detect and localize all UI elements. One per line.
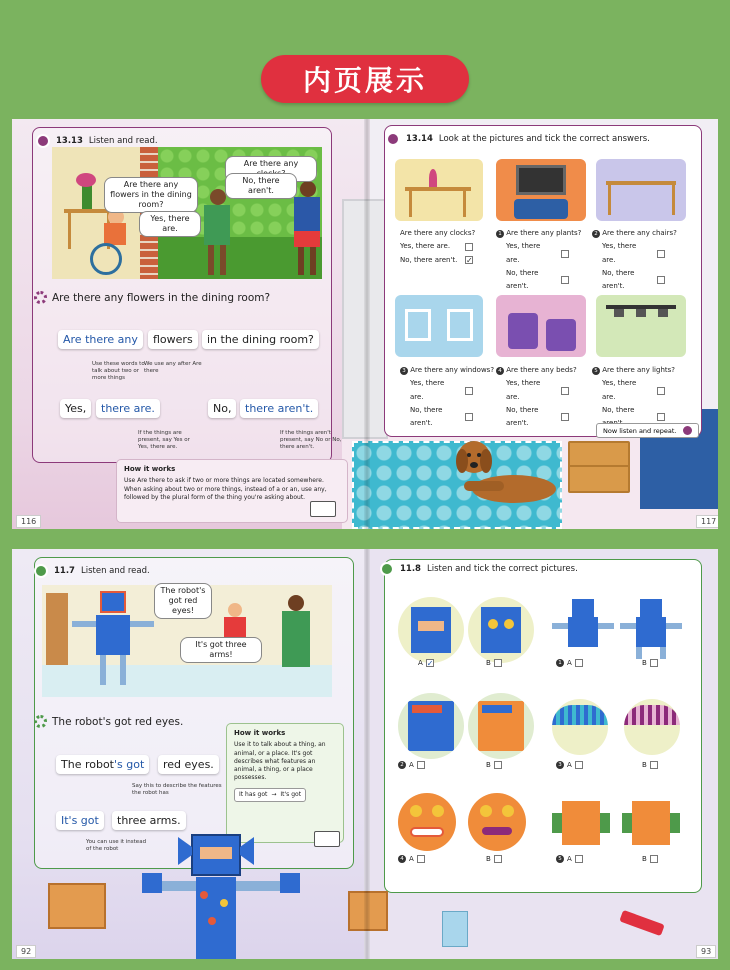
page-number-93: 93 — [696, 945, 716, 958]
book-spread-2 — [12, 549, 718, 959]
pick-5a: 4 A — [398, 855, 425, 863]
answer-item-clocks: Are there any clocks? Yes, there are. No, there aren't. ✓ — [400, 229, 476, 266]
chip-the-robots-got: The robot's got — [56, 755, 149, 774]
exercise-instruction: Listen and read. — [80, 566, 150, 576]
page-number-116: 116 — [16, 515, 41, 528]
contraction-formula: It has got → It's got — [234, 788, 306, 802]
checkbox-2a[interactable] — [575, 659, 583, 667]
audio-icon[interactable] — [380, 562, 394, 576]
pick-6b: B — [642, 855, 658, 863]
note-say-no: If the things aren't present, say No or No, there aren't. — [280, 430, 342, 450]
pick-3a: 2 A — [398, 761, 425, 769]
grammar-question: Are there any flowers in the dining room? — [34, 291, 270, 304]
speech-bubble-red-eyes: The robot's got red eyes! — [154, 583, 212, 619]
exercise-number: 13.13 — [56, 136, 83, 146]
checkbox-yes[interactable] — [465, 243, 473, 251]
speech-bubble-three-arms: It's got three arms! — [180, 637, 262, 663]
checkbox-3b[interactable] — [494, 761, 502, 769]
speech-bubble-flowers-question: Are there any flowers in the dining room? — [104, 177, 198, 213]
pick-2a: 1 A — [556, 659, 583, 667]
picture-windows — [395, 295, 483, 357]
checkbox-2b[interactable] — [650, 659, 658, 667]
exercise-number: 11.8 — [400, 564, 421, 574]
chip-no: No, — [208, 399, 236, 418]
checkbox-6b[interactable] — [650, 855, 658, 863]
answer-item-plants: 1 Are there any plants? Yes, there are. No, there aren't. — [496, 227, 581, 293]
exercise-heading-11-7 — [34, 564, 150, 578]
chip-its-got: It's got — [56, 811, 104, 830]
how-it-works-title: How it works — [234, 729, 286, 737]
exercise-number: 11.7 — [54, 566, 75, 576]
exercise-instruction: Listen and tick the correct pictures. — [426, 564, 578, 574]
exercise-instruction: Listen and read. — [88, 136, 158, 146]
chip-three-arms: three arms. — [112, 811, 186, 830]
chip-there-arent: there aren't. — [240, 399, 318, 418]
picture-tv-room-plants — [496, 159, 586, 221]
picture-lights — [596, 295, 686, 357]
robot-option-1a[interactable] — [398, 597, 464, 663]
checkbox-yes[interactable] — [657, 250, 665, 258]
checkbox-5b[interactable] — [494, 855, 502, 863]
exercise-heading-13-14 — [386, 132, 650, 146]
arrow-right-icon: → — [271, 790, 277, 798]
gear-icon — [34, 715, 47, 728]
big-robot-illustration — [142, 825, 302, 959]
pick-4b: B — [642, 761, 658, 769]
robot-option-6b[interactable] — [622, 797, 680, 849]
chip-yes: Yes, — [60, 399, 91, 418]
checkbox-yes[interactable] — [465, 387, 473, 395]
robot-option-5a[interactable] — [398, 793, 456, 851]
checkbox-1a-checked[interactable]: ✓ — [426, 659, 434, 668]
robot-option-4a[interactable] — [552, 699, 608, 755]
chip-in-the-dining-room: in the dining room? — [202, 330, 319, 349]
pick-3b: B — [486, 761, 502, 769]
audio-icon[interactable] — [36, 134, 50, 148]
note-use-it-instead: You can use it instead of the robot — [86, 839, 147, 852]
checkbox-4b[interactable] — [650, 761, 658, 769]
note-use-these-words: Use these words to talk about two or more things — [92, 361, 145, 381]
drawer-unit — [568, 441, 630, 493]
gear-icon — [34, 291, 47, 304]
pick-2b: B — [642, 659, 658, 667]
checkbox-yes[interactable] — [561, 250, 569, 258]
dog-illustration — [444, 429, 564, 509]
robot-option-3a[interactable] — [398, 693, 464, 759]
pick-5b: B — [486, 855, 502, 863]
chip-are-there-any: Are there any — [58, 330, 143, 349]
answer-item-lights: 5 Are there any lights? Yes, there are. No, there — [592, 364, 675, 430]
audio-icon — [683, 426, 692, 435]
chip-there-are: there are. — [96, 399, 160, 418]
robot-option-1b[interactable] — [468, 597, 534, 663]
page-number-117: 117 — [696, 515, 718, 528]
checkbox-no[interactable] — [561, 413, 569, 421]
cardboard-box — [48, 883, 106, 929]
checkbox-1b[interactable] — [494, 659, 502, 667]
pick-6a: 5 A — [556, 855, 583, 863]
picture-dining-clocks — [395, 159, 483, 221]
pick-1b: B — [486, 659, 502, 667]
book-spread-1 — [12, 119, 718, 529]
checkbox-no[interactable] — [465, 413, 473, 421]
answer-item-windows: 3 Are there any windows? Yes, there are. No, there aren't. — [400, 364, 494, 430]
answer-item-beds: 4 Are there any beds? Yes, there are. No, there aren't. — [496, 364, 577, 430]
pencil-cup — [442, 911, 468, 947]
checkbox-no[interactable] — [561, 276, 569, 284]
book-gutter — [364, 119, 370, 529]
banner-title: 内页展示 — [261, 55, 469, 103]
note-say-yes: If the things are present, say Yes or Yes, there are. — [138, 430, 190, 450]
picture-beds — [496, 295, 586, 357]
page-number-92: 92 — [16, 945, 36, 958]
robot-option-2b[interactable] — [620, 595, 684, 659]
pick-4a: 3 A — [556, 761, 583, 769]
book-gutter — [364, 549, 370, 959]
checkbox-no-checked[interactable]: ✓ — [466, 256, 473, 266]
exercise-number: 13.14 — [406, 134, 433, 144]
chip-flowers: flowers — [148, 330, 198, 349]
checkbox-yes[interactable] — [657, 387, 665, 395]
checkbox-6a[interactable] — [575, 855, 583, 863]
note-any-after-are-there: We use any after Are there — [144, 361, 202, 374]
robot-option-5b[interactable] — [468, 793, 526, 851]
robot-option-3b[interactable] — [468, 693, 534, 759]
notebook-icon — [310, 501, 336, 517]
picture-chairs — [596, 159, 686, 221]
checkbox-no[interactable] — [657, 276, 665, 284]
exercise-heading-11-8 — [380, 562, 578, 576]
pick-1a: A ✓ — [418, 659, 434, 668]
how-it-works-body: Use Are there to ask if two or more things are located somewhere. When asking about two or more things, instead of a or an, use any, followed by the plural form of the thing you're asking about. — [124, 477, 327, 501]
speech-bubble-clocks-answer: No, there aren't. — [225, 173, 297, 199]
notebook-icon — [314, 831, 340, 847]
checkbox-no[interactable] — [657, 413, 665, 421]
speech-bubble-flowers-answer: Yes, there are. — [139, 211, 201, 237]
audio-icon[interactable] — [386, 132, 400, 146]
listen-and-repeat-tab[interactable]: Now listen and repeat. — [596, 423, 699, 438]
speech-bubble-clocks-question: Are there any — [225, 156, 317, 182]
checkbox-4a[interactable] — [575, 761, 583, 769]
how-it-works-body: Use it to talk about a thing, an animal, or a place. It's got describes what features an animal, a thing, or a place possesses. — [234, 741, 326, 781]
checkbox-yes[interactable] — [561, 387, 569, 395]
note-describe-features: Say this to describe the features the robot has — [132, 783, 222, 796]
checkbox-5a[interactable] — [417, 855, 425, 863]
exercise-heading-13-13 — [36, 134, 158, 148]
checkbox-3a[interactable] — [417, 761, 425, 769]
robot-option-6a[interactable] — [552, 797, 610, 849]
chip-red-eyes: red eyes. — [158, 755, 219, 774]
robot-option-4b[interactable] — [624, 699, 680, 755]
answer-item-chairs: 2 Are there any chairs? Yes, there are. No, there aren't. — [592, 227, 677, 293]
grammar-question: The robot's got red eyes. — [34, 715, 183, 728]
robot-option-2a[interactable] — [552, 595, 616, 659]
how-it-works-title: How it works — [124, 465, 176, 473]
audio-icon[interactable] — [34, 564, 48, 578]
exercise-instruction: Look at the pictures and tick the correct answers. — [438, 134, 650, 144]
